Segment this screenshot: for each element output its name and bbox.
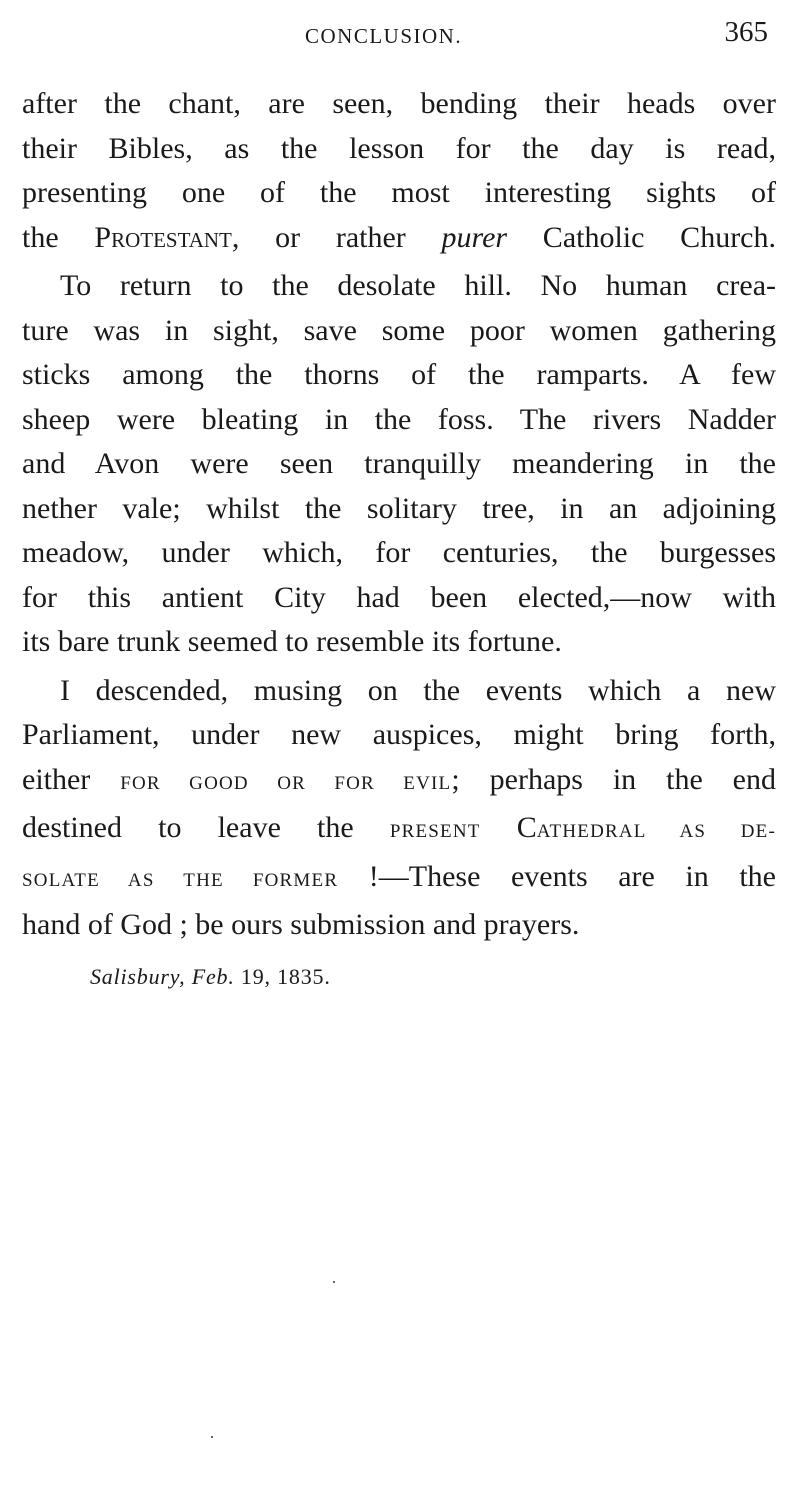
- text-line: its bare trunk seemed to resemble its fortune.: [22, 625, 562, 658]
- text-line: I descended, musing on the events which a new: [60, 673, 776, 707]
- paragraph-3: [22, 669, 776, 948]
- paragraph-2: [22, 264, 776, 665]
- print-speck: [333, 1281, 335, 1283]
- text-run: !—These events are in the: [338, 859, 776, 893]
- text-run: C: [480, 811, 537, 844]
- text-line: [22, 216, 776, 261]
- text-line: after the chant, are seen, bending their heads over: [22, 87, 776, 120]
- dateline: [90, 964, 331, 990]
- text-line: nether vale; whilst the solitary tree, in an adjoining: [22, 491, 776, 525]
- text-line: ture was in sight, save some poor women gathering: [22, 313, 776, 347]
- small-caps-text: SOLATE AS THE FORMER: [22, 869, 339, 891]
- text-line: Parliament, under new auspices, might bring forth,: [22, 718, 776, 751]
- text-line: To return to the desolate hill. No human crea-: [60, 269, 776, 302]
- text-run: either: [22, 762, 121, 796]
- text-run: ; perhaps in the end: [451, 762, 776, 796]
- text-line: their Bibles, as the lesson for the day is read,: [22, 131, 776, 165]
- small-caps-text: Protestant: [94, 220, 232, 254]
- text-line: and Avon were seen tranquilly meandering in the: [22, 447, 776, 480]
- italic-text: purer: [441, 220, 508, 254]
- dateline-month: Feb.: [191, 964, 235, 989]
- text-line: hand of God ; be ours submission and prayers.: [22, 908, 580, 941]
- small-caps-text: PRESENT: [389, 821, 481, 842]
- text-line: sticks among the thorns of the ramparts. A few: [22, 358, 776, 391]
- text-line: [22, 758, 776, 807]
- text-line: [22, 806, 776, 855]
- page-number: 365: [724, 16, 768, 48]
- text-run: destined to leave the: [22, 811, 390, 844]
- dateline-place: Salisbury,: [90, 964, 186, 989]
- text-line: [22, 855, 776, 904]
- text-run: the: [22, 220, 95, 254]
- text-line: for this antient City had been elected,—now with: [22, 580, 776, 614]
- text-line: sheep were bleating in the foss. The rivers Nadder: [22, 402, 776, 436]
- text-line: presenting one of the most interesting sights of: [22, 176, 776, 209]
- running-title: CONCLUSION.: [305, 24, 463, 48]
- text-run: , or rather: [231, 220, 442, 254]
- body-text: [22, 82, 776, 952]
- print-speck: [211, 1436, 213, 1438]
- dateline-date: 19, 1835.: [234, 964, 331, 989]
- text-line: meadow, under which, for centuries, the burgesses: [22, 536, 776, 569]
- paragraph-1: [22, 82, 776, 260]
- text-run: Catholic Church.: [507, 220, 776, 254]
- small-caps-text: ATHEDRAL AS DE-: [536, 821, 776, 842]
- running-head: [0, 14, 800, 54]
- small-caps-text: FOR GOOD OR FOR EVIL: [120, 772, 452, 794]
